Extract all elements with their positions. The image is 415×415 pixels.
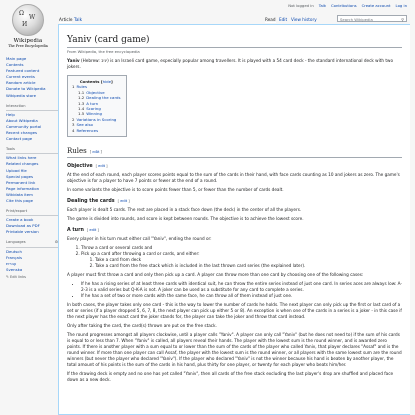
tab-read[interactable]: Read	[265, 17, 276, 22]
turn-steps	[67, 245, 402, 269]
turn-case: • If he has a set of two or more cards with the same face, he can throw all of them instead of just one.	[81, 293, 402, 299]
tab-view-history[interactable]: View history	[291, 17, 317, 22]
site-sub: From Wikipedia, the free encyclopedia	[67, 49, 140, 54]
sidebar-navigation	[6, 56, 58, 99]
turn-paragraph-5: The round progresses amongst all players clockwise, until a player calls "Yaniv". A player can only call "Yaniv" (but he does not need to) if the sum of his cards is equal to or less than 7. When "Yaniv" is called, all players reveal their hands. The player with the lowest sum is the round winner, and is awarded zero points. If there is another player with a sum equal to or lower than the sum of the cards of the player who called Yaniv, that player declares "Assaf" and is the round winner. If more than one player can call Assaf, the player with the lowest sum is the round winner, or all players with the same lowest sum are the round winners (but never the player who declared "Yaniv"). If the player who declared "Yaniv" is not the winner because his hand is beaten by another player, the total amount of his points is the sum of the cards in his hand, plus thirty for one player, or twenty for each player who beats him/her.	[67, 332, 402, 368]
table-of-contents	[67, 75, 127, 137]
objective-heading-text: Objective	[67, 164, 93, 170]
toc-item-label: Variations in Scoring	[76, 116, 117, 122]
sidebar-language-item[interactable]: Français	[6, 254, 23, 260]
sidebar-heading-languages	[6, 239, 58, 247]
gear-icon[interactable]: ⚙	[54, 240, 58, 245]
edit-section-link[interactable]: [ edit ]	[86, 228, 99, 233]
intro-paragraph	[67, 58, 402, 70]
toc-item-label: References	[76, 127, 99, 133]
toc-item-label: A turn	[86, 100, 99, 106]
top-bar	[0, 0, 415, 14]
turn-paragraph-2: A player must first throw a card and only then pick up a card. A player can throw more than one card by choosing one of the following cases:	[67, 272, 364, 278]
dealing-paragraph-2: The game is divided into rounds, and score is kept between rounds. The objective is to achieve the lowest score.	[67, 216, 304, 222]
search-icon[interactable]: ⚲	[401, 17, 404, 22]
sidebar-tools-item[interactable]: Related changes	[6, 161, 39, 167]
toc-item-number: 1.4	[78, 106, 85, 112]
toc-item-number: 1.1	[78, 89, 85, 95]
sidebar-tools-item[interactable]: Permanent link	[6, 179, 36, 185]
toc-item-label: Scoring	[86, 106, 101, 112]
tab-article[interactable]: Article	[59, 17, 73, 22]
sidebar-nav-item[interactable]: Random article	[6, 80, 36, 86]
sidebar-nav-item[interactable]: Donate to Wikipedia	[6, 86, 46, 92]
toc-item-label: Dealing the cards	[86, 95, 121, 101]
tab-edit[interactable]: Edit	[279, 17, 288, 22]
logo-wordmark: Wikipedia	[13, 38, 43, 44]
sidebar-nav-item[interactable]: Main page	[6, 56, 27, 61]
edit-section-label: edit	[92, 150, 100, 155]
sidebar-interaction-item[interactable]: Help	[6, 111, 15, 117]
toc-item-label: Objective	[86, 89, 105, 95]
sidebar-nav-item[interactable]: Wikipedia store	[6, 92, 37, 98]
toc-title-label: Contents	[79, 79, 100, 84]
turn-step	[81, 251, 402, 269]
edit-section-link[interactable]: [ edit ]	[95, 164, 108, 169]
sidebar-language-item[interactable]: Deutsch	[6, 248, 23, 254]
sidebar-language-item[interactable]: עברית	[6, 260, 17, 266]
toc-item-number: 1.3	[78, 100, 85, 106]
turn-step: 1. Throw a card or several cards and	[81, 245, 402, 251]
sidebar-tools-item[interactable]: Cite this page	[6, 197, 34, 203]
sidebar-tools	[6, 155, 58, 204]
turn-paragraph-4: Only after taking the card, the card(s) thrown are put on the free stack.	[67, 323, 217, 329]
turn-sub-step: 2. Take a card from the free stack which is included in the last thrown card series (the explained later).	[95, 263, 402, 269]
sidebar-heading-interaction: Interaction	[6, 103, 58, 111]
logo-tagline: The Free Encyclopedia	[8, 44, 48, 48]
log-in-link[interactable]: Log in	[395, 3, 407, 8]
talk-link[interactable]: Talk	[318, 3, 327, 8]
not-logged-in-label: Not logged in	[288, 3, 314, 8]
intro-text: (Hebrew: יניב) is an Israeli card game, especially popular among travellers. It is played with a 54 card deck - the standard international deck with two jokers.	[67, 58, 394, 69]
sidebar-language-item[interactable]: Svenska	[6, 266, 23, 272]
rules-heading-text: Rules	[67, 147, 87, 156]
toc-item[interactable]	[72, 128, 120, 133]
turn-heading-text: A turn	[67, 228, 84, 234]
sidebar-tools-item[interactable]: Special pages	[6, 173, 33, 179]
personal-tools	[288, 3, 407, 8]
turn-paragraph-6: If the drawing deck is empty and no one has yet called "Yaniv", then all cards of the free stack excluding the last player's drop are shuffled and placed face down as a new deck.	[67, 371, 394, 383]
toc-item-number: 4	[72, 127, 75, 133]
edit-links-link[interactable]: ✎ Edit links	[6, 274, 26, 279]
turn-sub-steps	[81, 257, 402, 269]
sidebar-nav-item[interactable]: Current events	[6, 74, 35, 80]
sidebar-print-item[interactable]: Download as PDF	[6, 223, 40, 229]
section-heading-dealing	[67, 198, 402, 205]
toc-list	[72, 84, 120, 133]
objective-paragraph-2: In some variants the objective is to score points fewer than 5, or fewer than the number of cards dealt.	[67, 187, 284, 193]
sidebar-tools-item[interactable]: What links here	[6, 155, 37, 161]
sidebar-tools-item[interactable]: Wikidata item	[6, 191, 33, 197]
turn-intro: Every player in his turn must either call "Yaniv", ending the round or:	[67, 236, 212, 242]
section-heading-turn	[67, 227, 402, 234]
sidebar-heading-tools: Tools	[6, 146, 58, 154]
search-placeholder: Search Wikipedia	[340, 17, 373, 22]
dealing-heading-text: Dealing the cards	[67, 199, 115, 205]
toc-item-number: 1.2	[78, 95, 85, 101]
sidebar-nav-item[interactable]: Contents	[6, 62, 24, 68]
sidebar-interaction-item[interactable]: Community portal	[6, 123, 42, 129]
page-title: Yaniv (card game)	[67, 35, 402, 48]
sidebar-interaction-item[interactable]: Recent changes	[6, 130, 38, 136]
toc-item-number: 1	[72, 84, 75, 90]
toc-item-label: Winning	[86, 111, 102, 117]
puzzle-globe-icon: Ω W И	[12, 4, 44, 36]
turn-step-text: Pick up a card after throwing a card or cards, and either:	[81, 251, 200, 257]
edit-section-link[interactable]: [ edit ]	[117, 199, 130, 204]
sidebar-tools-item[interactable]: Upload file	[6, 167, 27, 173]
sidebar-tools-item[interactable]: Page information	[6, 185, 40, 191]
turn-case: • If he has a rising series of at least three cards with identical suit, he can throw the entire series instead of just one card. In series aces are always low: A-2-3 is a valid series but Q-K-A is not. A joker can be used as a substitute for any card to complete a series.	[81, 281, 402, 293]
turn-paragraph-3: In both cases, the player takes only one card - this is the way to lower the number of cards he holds. The next player can only pick up the first or last card of a set or series (if a player dropped 5, 6, 7, 8, the next player can pick up either 5 or 8). An exception is when one of the cards in a series is a joker - in this case if the next player has the exact card the joker stands for, the player can take the joker and throw that card instead.	[67, 302, 402, 320]
sidebar-nav-item[interactable]: Featured content	[6, 68, 40, 74]
turn-cases	[67, 281, 402, 299]
tab-talk[interactable]: Talk	[74, 17, 83, 22]
sidebar-languages	[6, 249, 58, 273]
objective-paragraph-1: At the end of each round, each player scores points equal to the sum of the cards in their hand, with face cards counting as 10 and jokers as zero. The game's objective is for a player to have 7 points or fewer at the end of a round.	[67, 172, 400, 184]
contributions-link[interactable]: Contributions	[331, 3, 357, 8]
toc-item-number: 2	[72, 116, 75, 122]
edit-section-label: edit	[120, 199, 128, 204]
edit-section-label: edit	[89, 228, 97, 233]
sidebar-print-item[interactable]: Create a book	[6, 217, 34, 223]
sidebar-print-item[interactable]: Printable version	[6, 229, 39, 235]
sidebar-interaction	[6, 112, 58, 142]
sidebar-interaction-item[interactable]: About Wikipedia	[6, 117, 38, 123]
languages-title: Languages	[6, 240, 26, 245]
toc-hide-button[interactable]: hide	[102, 79, 111, 84]
sidebar-interaction-item[interactable]: Contact page	[6, 136, 33, 142]
edit-section-label: edit	[98, 164, 106, 169]
edit-section-link[interactable]: [ edit ]	[89, 150, 102, 155]
intro-bold: Yaniv	[67, 58, 80, 63]
article-content	[58, 24, 410, 415]
toc-item-number: 1.5	[78, 111, 85, 117]
turn-sub-step: 1. Take a card from deck	[95, 257, 402, 263]
sidebar	[6, 56, 58, 280]
search-input[interactable]	[337, 15, 407, 22]
toc-item-number: 3	[72, 122, 75, 128]
edit-links-label: Edit links	[10, 274, 26, 279]
section-heading-objective	[67, 163, 402, 170]
toc-title: Contents [hide]	[79, 79, 113, 84]
toc-item-label: Rules	[76, 84, 87, 90]
sidebar-print	[6, 217, 58, 235]
create-account-link[interactable]: Create account	[361, 3, 391, 8]
section-heading-rules	[67, 147, 402, 158]
toc-item-label: See also	[76, 122, 93, 128]
dealing-paragraph-1: Each player is dealt 5 cards. The rest are placed in a stack face down (the deck) in the center of all the players.	[67, 207, 302, 213]
sidebar-heading-print: Print/export	[6, 208, 58, 216]
